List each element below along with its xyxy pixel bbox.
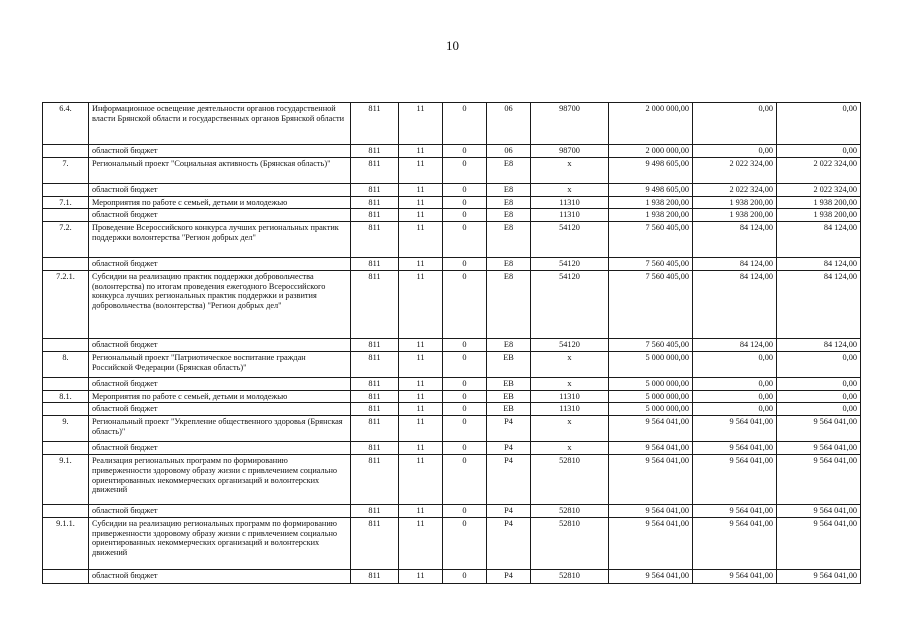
amount-year-1: 9 564 041,00 [609,505,693,518]
code-program: 11 [399,569,443,583]
amount-year-2: 0,00 [693,377,777,390]
amount-year-3: 0,00 [777,351,861,377]
amount-year-2: 0,00 [693,103,777,145]
row-number: 7.1. [43,196,89,209]
row-name: Мероприятия по работе с семьей, детьми и молодежью [89,196,351,209]
amount-year-1: 9 564 041,00 [609,455,693,505]
budget-table [42,102,861,584]
code-subprogram: 0 [443,157,487,183]
code-project: P4 [487,416,531,442]
amount-year-2: 0,00 [693,145,777,158]
code-project: EB [487,377,531,390]
code-direction: x [531,416,609,442]
row-number: 7.2.1. [43,270,89,338]
code-project: E8 [487,157,531,183]
amount-year-2: 0,00 [693,403,777,416]
table-row [43,258,861,271]
row-name: Субсидии на реализацию практик поддержки добровольчества (волонтерства) по итогам проведения ежегодного Всероссийского конкурса лучших региональных практик поддержки и развития добровольчества (волонтерства) "Регион добрых дел" [89,270,351,338]
amount-year-1: 5 000 000,00 [609,351,693,377]
amount-year-3: 2 022 324,00 [777,157,861,183]
row-name: Проведение Всероссийского конкурса лучших региональных практик поддержки волонтерства "Регион добрых дел" [89,222,351,258]
code-subprogram: 0 [443,517,487,569]
code-project: P4 [487,442,531,455]
row-number [43,569,89,583]
amount-year-2: 2 022 324,00 [693,157,777,183]
table-row [43,183,861,196]
code-ministry: 811 [351,455,399,505]
amount-year-3: 0,00 [777,103,861,145]
code-ministry: 811 [351,517,399,569]
code-subprogram: 0 [443,258,487,271]
code-subprogram: 0 [443,416,487,442]
row-name: Субсидии на реализацию региональных программ по формированию приверженности здоровому образу жизни с привлечением социально ориентированных некоммерческих организаций и волонтерских движений [89,517,351,569]
code-direction: x [531,157,609,183]
table-row [43,455,861,505]
code-direction: 54120 [531,270,609,338]
code-ministry: 811 [351,270,399,338]
code-direction: x [531,442,609,455]
amount-year-2: 9 564 041,00 [693,505,777,518]
amount-year-1: 9 564 041,00 [609,442,693,455]
code-direction: x [531,377,609,390]
code-program: 11 [399,196,443,209]
code-ministry: 811 [351,377,399,390]
row-number [43,403,89,416]
amount-year-2: 9 564 041,00 [693,569,777,583]
amount-year-3: 1 938 200,00 [777,196,861,209]
table-row [43,222,861,258]
code-subprogram: 0 [443,455,487,505]
code-direction: 98700 [531,103,609,145]
amount-year-2: 1 938 200,00 [693,196,777,209]
row-name: областной бюджет [89,569,351,583]
amount-year-2: 84 124,00 [693,258,777,271]
amount-year-1: 5 000 000,00 [609,390,693,403]
code-subprogram: 0 [443,351,487,377]
table-row [43,338,861,351]
row-number: 9. [43,416,89,442]
code-direction: 11310 [531,390,609,403]
code-project: EB [487,351,531,377]
amount-year-2: 1 938 200,00 [693,209,777,222]
row-number: 7.2. [43,222,89,258]
code-subprogram: 0 [443,196,487,209]
row-name: областной бюджет [89,505,351,518]
code-program: 11 [399,338,443,351]
row-number [43,183,89,196]
code-project: P4 [487,569,531,583]
row-number [43,505,89,518]
table-row [43,403,861,416]
code-subprogram: 0 [443,403,487,416]
code-ministry: 811 [351,505,399,518]
row-number [43,377,89,390]
amount-year-1: 1 938 200,00 [609,209,693,222]
table-row [43,209,861,222]
code-program: 11 [399,258,443,271]
amount-year-3: 9 564 041,00 [777,569,861,583]
table-row [43,196,861,209]
table-body [43,103,861,584]
code-subprogram: 0 [443,183,487,196]
table-row [43,517,861,569]
row-number: 6.4. [43,103,89,145]
amount-year-1: 7 560 405,00 [609,222,693,258]
amount-year-2: 9 564 041,00 [693,442,777,455]
code-program: 11 [399,145,443,158]
code-ministry: 811 [351,390,399,403]
amount-year-3: 9 564 041,00 [777,442,861,455]
amount-year-3: 0,00 [777,145,861,158]
code-direction: 11310 [531,403,609,416]
row-number: 9.1.1. [43,517,89,569]
amount-year-3: 0,00 [777,403,861,416]
row-name: областной бюджет [89,258,351,271]
code-direction: x [531,183,609,196]
code-subprogram: 0 [443,270,487,338]
code-project: E8 [487,183,531,196]
code-project: EB [487,403,531,416]
code-project: EB [487,390,531,403]
row-name: Мероприятия по работе с семьей, детьми и молодежью [89,390,351,403]
code-project: P4 [487,455,531,505]
amount-year-1: 2 000 000,00 [609,103,693,145]
code-direction: 11310 [531,196,609,209]
amount-year-3: 84 124,00 [777,270,861,338]
code-ministry: 811 [351,416,399,442]
amount-year-3: 9 564 041,00 [777,517,861,569]
amount-year-1: 9 498 605,00 [609,157,693,183]
table-row [43,145,861,158]
code-program: 11 [399,442,443,455]
amount-year-2: 0,00 [693,351,777,377]
row-number: 9.1. [43,455,89,505]
row-number [43,145,89,158]
row-name: Региональный проект "Укрепление общественного здоровья (Брянская область)" [89,416,351,442]
row-name: областной бюджет [89,403,351,416]
code-direction: 52810 [531,569,609,583]
code-subprogram: 0 [443,103,487,145]
code-project: 06 [487,103,531,145]
amount-year-3: 9 564 041,00 [777,416,861,442]
code-project: P4 [487,505,531,518]
table-row [43,442,861,455]
amount-year-1: 2 000 000,00 [609,145,693,158]
code-ministry: 811 [351,569,399,583]
table-row [43,270,861,338]
row-name: областной бюджет [89,145,351,158]
page-number: 10 [446,38,459,53]
row-name: областной бюджет [89,442,351,455]
amount-year-1: 5 000 000,00 [609,403,693,416]
row-name: областной бюджет [89,377,351,390]
code-ministry: 811 [351,183,399,196]
amount-year-2: 9 564 041,00 [693,455,777,505]
code-direction: 52810 [531,517,609,569]
code-project: E8 [487,209,531,222]
row-number [43,338,89,351]
code-ministry: 811 [351,222,399,258]
amount-year-1: 9 498 605,00 [609,183,693,196]
code-program: 11 [399,209,443,222]
code-program: 11 [399,455,443,505]
code-project: P4 [487,517,531,569]
row-number: 7. [43,157,89,183]
code-ministry: 811 [351,196,399,209]
amount-year-3: 9 564 041,00 [777,455,861,505]
code-subprogram: 0 [443,222,487,258]
code-project: E8 [487,338,531,351]
code-program: 11 [399,517,443,569]
amount-year-2: 84 124,00 [693,270,777,338]
code-ministry: 811 [351,351,399,377]
code-program: 11 [399,505,443,518]
amount-year-2: 9 564 041,00 [693,416,777,442]
code-ministry: 811 [351,258,399,271]
amount-year-1: 7 560 405,00 [609,270,693,338]
amount-year-1: 7 560 405,00 [609,258,693,271]
code-subprogram: 0 [443,338,487,351]
amount-year-3: 0,00 [777,390,861,403]
amount-year-2: 0,00 [693,390,777,403]
amount-year-3: 1 938 200,00 [777,209,861,222]
code-direction: 11310 [531,209,609,222]
code-direction: 52810 [531,455,609,505]
code-project: E8 [487,258,531,271]
code-program: 11 [399,416,443,442]
row-name: областной бюджет [89,183,351,196]
row-number [43,258,89,271]
amount-year-2: 9 564 041,00 [693,517,777,569]
code-program: 11 [399,403,443,416]
amount-year-3: 9 564 041,00 [777,505,861,518]
amount-year-2: 2 022 324,00 [693,183,777,196]
row-number: 8. [43,351,89,377]
code-program: 11 [399,183,443,196]
code-project: E8 [487,222,531,258]
code-project: E8 [487,196,531,209]
code-ministry: 811 [351,103,399,145]
code-program: 11 [399,222,443,258]
code-project: E8 [487,270,531,338]
table-row [43,103,861,145]
table-row [43,157,861,183]
amount-year-1: 1 938 200,00 [609,196,693,209]
code-ministry: 811 [351,157,399,183]
code-direction: 54120 [531,222,609,258]
code-ministry: 811 [351,442,399,455]
table-row [43,505,861,518]
row-name: областной бюджет [89,338,351,351]
amount-year-1: 7 560 405,00 [609,338,693,351]
code-direction: 52810 [531,505,609,518]
row-name: областной бюджет [89,209,351,222]
amount-year-2: 84 124,00 [693,338,777,351]
table-row [43,416,861,442]
code-subprogram: 0 [443,377,487,390]
code-project: 06 [487,145,531,158]
code-subprogram: 0 [443,569,487,583]
code-direction: x [531,351,609,377]
code-subprogram: 0 [443,390,487,403]
amount-year-1: 5 000 000,00 [609,377,693,390]
table-row [43,390,861,403]
code-ministry: 811 [351,209,399,222]
code-direction: 98700 [531,145,609,158]
amount-year-1: 9 564 041,00 [609,569,693,583]
code-ministry: 811 [351,403,399,416]
table-row [43,569,861,583]
row-name: Реализация региональных программ по формированию приверженности здоровому образу жизни с привлечением социально ориентированных некоммерческих организаций и волонтерских движений [89,455,351,505]
code-program: 11 [399,270,443,338]
amount-year-1: 9 564 041,00 [609,517,693,569]
code-subprogram: 0 [443,209,487,222]
code-subprogram: 0 [443,505,487,518]
table-row [43,377,861,390]
amount-year-1: 9 564 041,00 [609,416,693,442]
code-program: 11 [399,390,443,403]
code-program: 11 [399,351,443,377]
code-ministry: 811 [351,338,399,351]
code-program: 11 [399,103,443,145]
code-direction: 54120 [531,258,609,271]
amount-year-3: 84 124,00 [777,222,861,258]
amount-year-3: 2 022 324,00 [777,183,861,196]
amount-year-3: 84 124,00 [777,258,861,271]
row-number [43,442,89,455]
table-row [43,351,861,377]
amount-year-3: 0,00 [777,377,861,390]
code-direction: 54120 [531,338,609,351]
row-number [43,209,89,222]
code-program: 11 [399,377,443,390]
amount-year-3: 84 124,00 [777,338,861,351]
row-name: Региональный проект "Патриотическое воспитание граждан Российской Федерации (Брянская область)" [89,351,351,377]
row-number: 8.1. [43,390,89,403]
row-name: Информационное освещение деятельности органов государственной власти Брянской области и государственных органов Брянской области [89,103,351,145]
code-program: 11 [399,157,443,183]
row-name: Региональный проект "Социальная активность (Брянская область)" [89,157,351,183]
amount-year-2: 84 124,00 [693,222,777,258]
code-subprogram: 0 [443,145,487,158]
code-subprogram: 0 [443,442,487,455]
code-ministry: 811 [351,145,399,158]
